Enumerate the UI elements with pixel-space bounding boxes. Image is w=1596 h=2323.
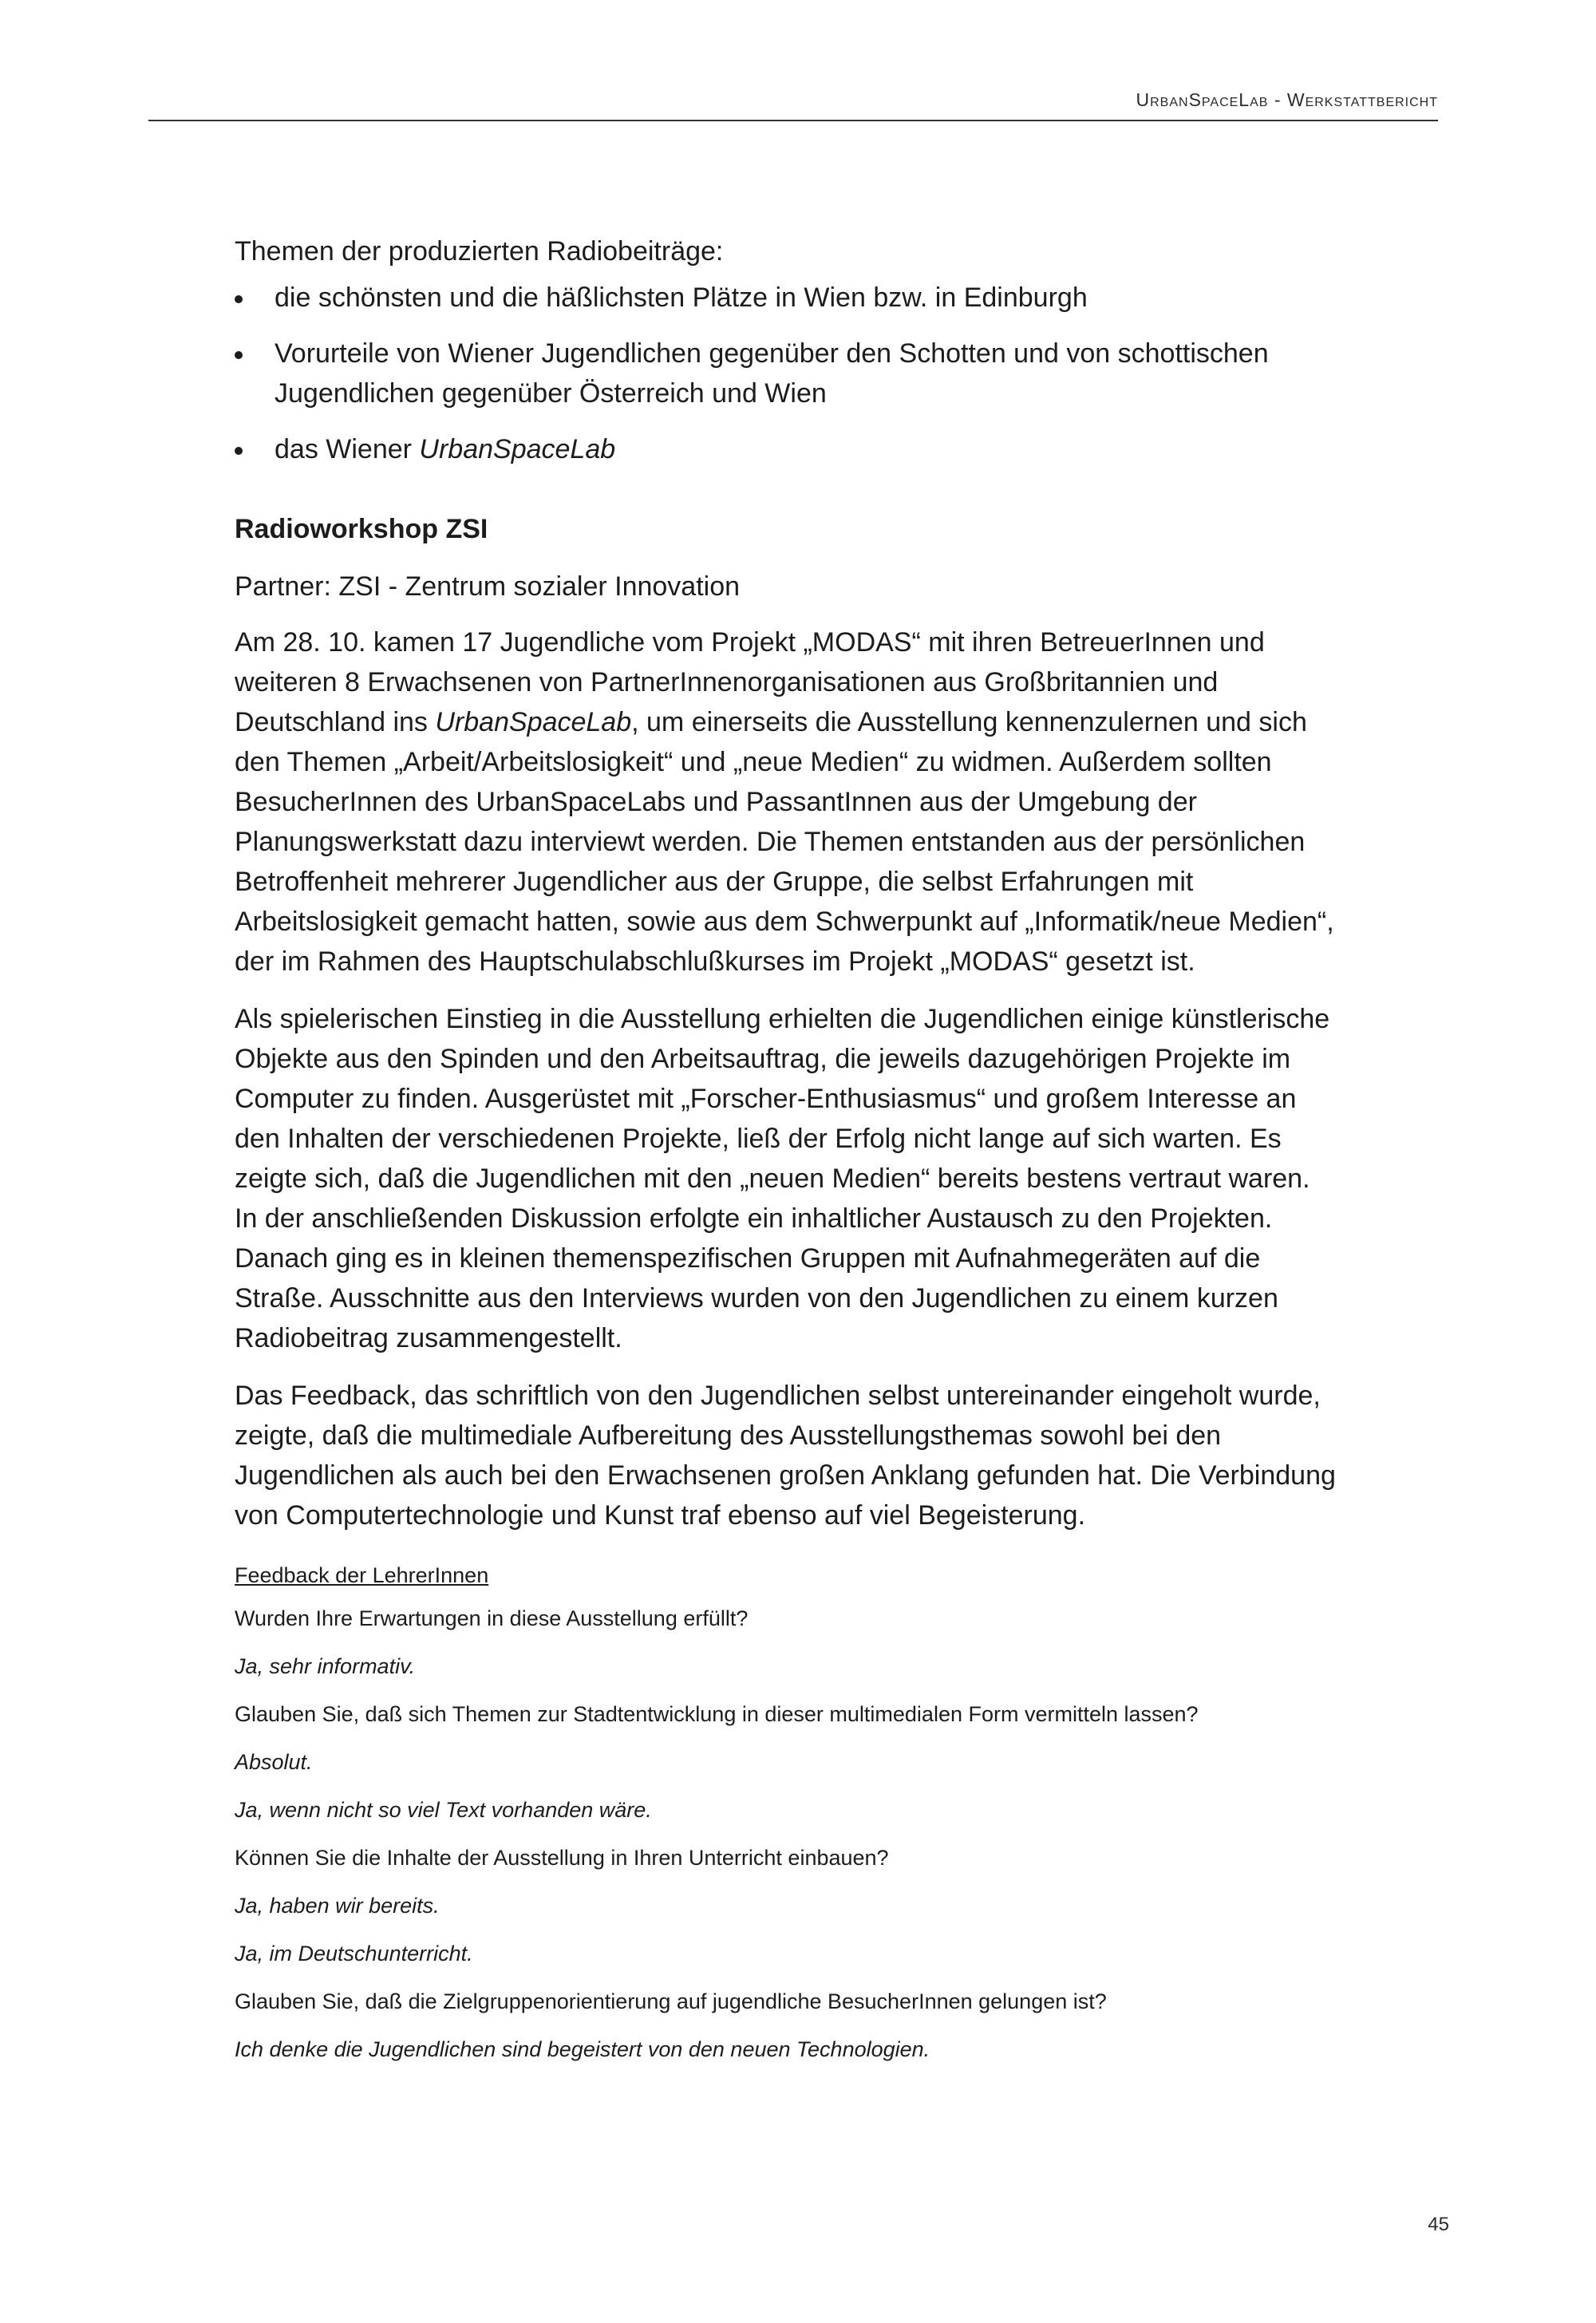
paragraph-1-emphasis: UrbanSpaceLab — [435, 707, 632, 737]
topic-item — [235, 278, 1336, 318]
feedback-answer: Ja, haben wir bereits. — [235, 1894, 440, 1918]
feedback-answer: Absolut. — [235, 1750, 313, 1774]
feedback-question: Glauben Sie, daß die Zielgruppenorientierung auf jugendliche BesucherInnen gelungen ist? — [235, 1989, 1107, 2013]
feedback-answer: Ja, wenn nicht so viel Text vorhanden wäre. — [235, 1798, 652, 1822]
topic-item-emphasis: UrbanSpaceLab — [419, 434, 616, 464]
feedback-question: Wurden Ihre Erwartungen in diese Ausstellung erfüllt? — [235, 1606, 749, 1630]
topic-item-text: die schönsten und die häßlichsten Plätze in Wien bzw. in Edinburgh — [275, 282, 1088, 313]
feedback-title: Feedback der LehrerInnen — [235, 1563, 489, 1587]
main-content — [235, 231, 1336, 2081]
bullet-icon — [235, 447, 243, 455]
section-heading: Radioworkshop ZSI — [235, 514, 488, 544]
topic-item-text: das Wiener — [275, 434, 420, 464]
topic-item — [235, 429, 1336, 469]
topic-item-text: Vorurteile von Wiener Jugendlichen gegenüber den Schotten und von schottischen Jugendlichen gegenüber Österreich und Wien — [275, 338, 1269, 409]
feedback-answer: Ich denke die Jugendlichen sind begeistert von den neuen Technologien. — [235, 2037, 930, 2061]
partner-line: Partner: ZSI - Zentrum sozialer Innovation — [235, 571, 741, 602]
bullet-icon — [235, 295, 243, 303]
bullet-icon — [235, 351, 243, 359]
topic-item — [235, 334, 1336, 413]
page-number: 45 — [1428, 2214, 1449, 2235]
running-header-title: UrbanSpaceLab - Werkstattbericht — [1136, 89, 1438, 110]
feedback-question: Können Sie die Inhalte der Ausstellung in Ihren Unterricht einbauen? — [235, 1846, 889, 1870]
feedback-answer: Ja, im Deutschunterricht. — [235, 1942, 473, 1965]
paragraph-1-part-a: Am 28. 10. kamen 17 Jugendliche vom Projekt „MODAS“ mit ihren BetreuerInnen und weiteren 8 Erwachsenen von PartnerInnenorganisationen aus Großbritannien und Deutschland ins — [235, 627, 1265, 737]
feedback-answer: Ja, sehr informativ. — [235, 1654, 416, 1678]
topics-list — [235, 278, 1336, 469]
paragraph-2: Als spielerischen Einstieg in die Ausstellung erhielten die Jugendlichen einige künstlerische Objekte aus den Spinden und den Arbeitsauftrag, die jeweils dazugehörigen Projekte im Computer zu finden. Ausgerüstet mit „Forscher-Enthusiasmus“ und großem Interesse an den Inhalten der verschiedenen Projekte, ließ der Erfolg nicht lange auf sich warten. Es zeigte sich, daß die Jugendlichen mit den „neuen Medien“ bereits bestens vertraut waren. In der anschließenden Diskussion erfolgte ein inhaltlicher Austausch zu den Projekten. Danach ging es in kleinen themenspezifischen Gruppen mit Aufnahmegeräten auf die Straße. Ausschnitte aus den Interviews wurden von den Jugendlichen zu einem kurzen Radiobeitrag zusammengestellt. — [235, 1004, 1330, 1353]
page-header — [148, 89, 1438, 121]
feedback-question: Glauben Sie, daß sich Themen zur Stadtentwicklung in dieser multimedialen Form vermitteln lassen? — [235, 1702, 1199, 1726]
topics-intro: Themen der produzierten Radiobeiträge: — [235, 236, 724, 267]
paragraph-1 — [235, 622, 1336, 982]
paragraph-1-part-b: , um einerseits die Ausstellung kennenzulernen und sich den Themen „Arbeit/Arbeitslosigkeit“ und „neue Medien“ zu widmen. Außerdem sollten BesucherInnen des UrbanSpaceLabs und PassantInnen aus der Umgebung der Planungswerkstatt dazu interviewt werden. Die Themen entstanden aus der persönlichen Betroffenheit mehrerer Jugendlicher aus der Gruppe, die selbst Erfahrungen mit Arbeitslosigkeit gemacht hatten, sowie aus dem Schwerpunkt auf „Informatik/neue Medien“, der im Rahmen des Hauptschulabschlußkurses im Projekt „MODAS“ gesetzt ist. — [235, 707, 1334, 977]
header-rule — [148, 120, 1438, 121]
paragraph-3: Das Feedback, das schriftlich von den Jugendlichen selbst untereinander eingeholt wurde, zeigte, daß die multimediale Aufbereitung des Ausstellungsthemas sowohl bei den Jugendlichen als auch bei den Erwachsenen großen Anklang gefunden hat. Die Verbindung von Computertechnologie und Kunst traf ebenso auf viel Begeisterung. — [235, 1381, 1336, 1531]
